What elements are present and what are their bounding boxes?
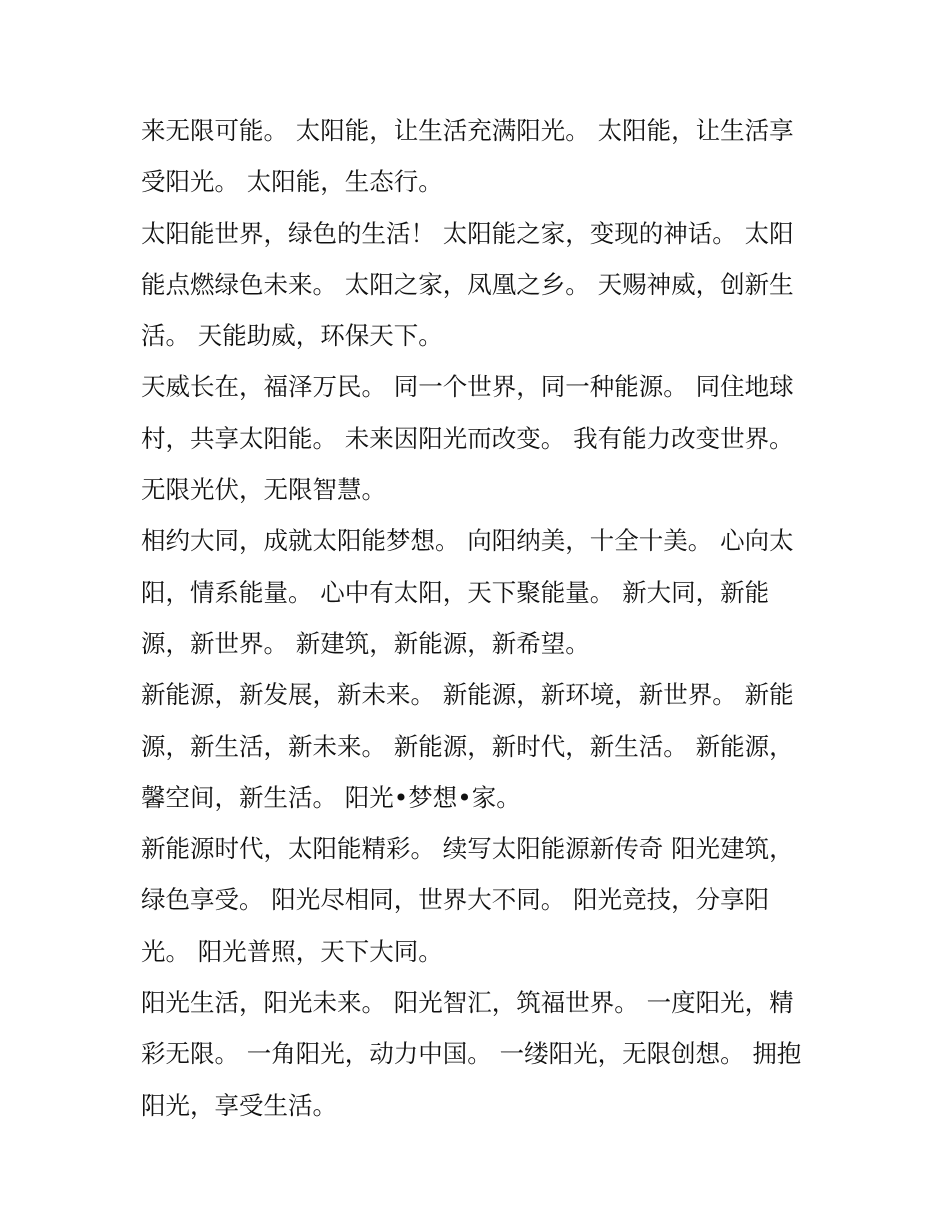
paragraph xyxy=(141,208,821,362)
text-line: 太阳能世界，绿色的生活！ 太阳能之家，变现的神话。 太阳 xyxy=(141,218,794,248)
text-line: 馨空间，新生活。 阳光•梦想•家。 xyxy=(141,782,521,812)
text-line: 无限光伏，无限智慧。 xyxy=(141,475,386,505)
text-line: 新能源时代，太阳能精彩。 续写太阳能源新传奇 阳光建筑， xyxy=(141,834,794,864)
text-line: 村，共享太阳能。 未来因阳光而改变。 我有能力改变世界。 xyxy=(141,423,794,453)
document-page xyxy=(141,105,821,1131)
paragraph xyxy=(141,823,821,977)
text-line: 新能源，新发展，新未来。 新能源，新环境，新世界。 新能 xyxy=(141,680,794,710)
text-line: 绿色享受。 阳光尽相同，世界大不同。 阳光竞技，分享阳 xyxy=(141,885,770,915)
text-line: 源，新生活，新未来。 新能源，新时代，新生活。 新能源， xyxy=(141,731,794,761)
text-line: 阳，情系能量。 心中有太阳，天下聚能量。 新大同，新能 xyxy=(141,577,770,607)
paragraph xyxy=(141,669,821,823)
paragraph xyxy=(141,515,821,669)
text-line: 天威长在，福泽万民。 同一个世界，同一种能源。 同住地球 xyxy=(141,372,794,402)
text-line: 活。 天能助威，环保天下。 xyxy=(141,321,443,351)
text-line: 能点燃绿色未来。 太阳之家，凤凰之乡。 天赐神威，创新生 xyxy=(141,269,794,299)
text-line: 阳光，享受生活。 xyxy=(141,1090,337,1120)
paragraph xyxy=(141,977,821,1131)
paragraph xyxy=(141,105,821,208)
text-line: 彩无限。 一角阳光，动力中国。 一缕阳光，无限创想。 拥抱 xyxy=(141,1039,802,1069)
text-line: 阳光生活，阳光未来。 阳光智汇，筑福世界。 一度阳光，精 xyxy=(141,988,794,1018)
text-line: 相约大同，成就太阳能梦想。 向阳纳美，十全十美。 心向太 xyxy=(141,526,794,556)
text-line: 源，新世界。 新建筑，新能源，新希望。 xyxy=(141,628,590,658)
paragraph xyxy=(141,361,821,515)
text-line: 受阳光。 太阳能，生态行。 xyxy=(141,167,443,197)
text-line: 光。 阳光普照，天下大同。 xyxy=(141,936,443,966)
text-line: 来无限可能。 太阳能，让生活充满阳光。 太阳能，让生活享 xyxy=(141,116,794,145)
